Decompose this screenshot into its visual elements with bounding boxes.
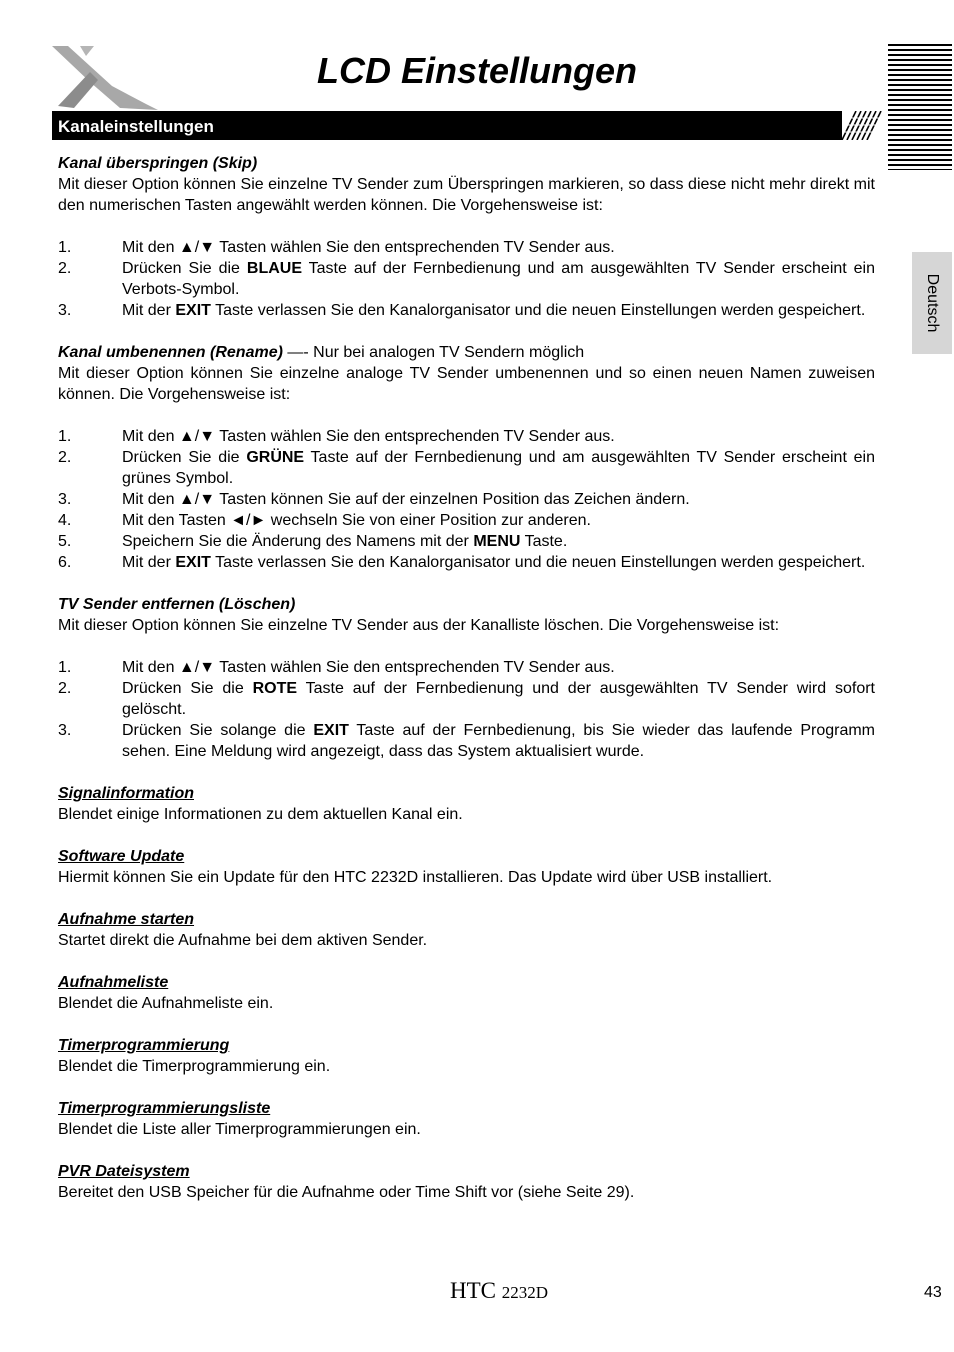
- step-item: [58, 447, 875, 489]
- item-text: Hiermit können Sie ein Update für den HTC 2232D installieren. Das Update wird über USB installiert.: [58, 869, 773, 886]
- step-text-post: Taste auf der Fernbedienung, bis Sie wieder das laufende Programm sehen. Eine Meldung wird angezeigt, dass das System aktualisiert wurde.: [122, 722, 875, 760]
- step-number: 1.: [58, 239, 72, 256]
- step-text-post: Taste verlassen Sie den Kanalorganisator und die neuen Einstellungen werden gespeichert.: [210, 554, 866, 571]
- delete-steps: [58, 657, 875, 762]
- step-number: 2.: [58, 449, 72, 466]
- step-text-pre: Drücken Sie die: [122, 260, 247, 277]
- footer-model: 2232D: [501, 1283, 549, 1302]
- page-number: 43: [924, 1284, 942, 1301]
- step-item: [58, 426, 875, 447]
- step-text-pre: Drücken Sie die: [122, 449, 247, 466]
- step-text: [122, 531, 875, 552]
- step-item: [58, 720, 875, 762]
- section-header-bar: [52, 111, 882, 140]
- step-number: 5.: [58, 533, 72, 550]
- step-key-name: EXIT: [175, 302, 211, 319]
- skip-intro: Mit dieser Option können Sie einzelne TV Sender zum Überspringen markieren, so dass diese nicht mehr direkt mit den numerischen Tasten angewählt werden können. Die Vorgehensweise ist:: [58, 176, 875, 214]
- step-text-post: Taste auf der Fernbedienung und am ausgewählten TV Sender erscheint ein Verbots-Symbol.: [122, 260, 876, 298]
- item-heading: Aufnahmeliste: [58, 974, 169, 991]
- step-item: [58, 678, 875, 720]
- rename-intro: Mit dieser Option können Sie einzelne analoge TV Sender umbenennen und so einen neuen Namen zuweisen können. Die Vorgehensweise ist:: [58, 365, 875, 403]
- step-text-pre: Mit den ▲/▼ Tasten wählen Sie den entsprechenden TV Sender aus.: [122, 428, 615, 445]
- step-text-pre: Mit der: [122, 554, 176, 571]
- step-text: [122, 552, 875, 573]
- step-number: 3.: [58, 302, 72, 319]
- step-text: [122, 510, 875, 531]
- item-heading: Software Update: [58, 848, 185, 865]
- step-number: 3.: [58, 722, 72, 739]
- step-text-pre: Drücken Sie solange die: [122, 722, 314, 739]
- step-key-name: BLAUE: [246, 260, 302, 277]
- step-text-pre: Mit den Tasten ◄/► wechseln Sie von einer Position zur anderen.: [122, 512, 591, 529]
- step-text-pre: Mit den ▲/▼ Tasten wählen Sie den entsprechenden TV Sender aus.: [122, 239, 615, 256]
- step-text: [122, 426, 875, 447]
- step-number: 6.: [58, 554, 72, 571]
- page-title: LCD Einstellungen: [316, 50, 637, 91]
- step-number: 4.: [58, 512, 72, 529]
- step-key-name: EXIT: [313, 722, 349, 739]
- step-item: [58, 510, 875, 531]
- step-text-pre: Mit der: [122, 302, 176, 319]
- item-text: Bereitet den USB Speicher für die Aufnahme oder Time Shift vor (siehe Seite 29).: [58, 1184, 635, 1201]
- step-text: [122, 678, 875, 720]
- menu-item-list: [58, 762, 875, 1203]
- language-tab: [912, 252, 952, 354]
- step-number: 3.: [58, 491, 72, 508]
- step-item: [58, 300, 875, 321]
- step-text: [122, 447, 875, 489]
- rename-heading: Kanal umbenennen (Rename): [58, 344, 283, 361]
- step-item: [58, 489, 875, 510]
- step-text-post: Taste.: [520, 533, 568, 550]
- item-text: Blendet einige Informationen zu dem aktuellen Kanal ein.: [58, 806, 463, 823]
- skip-heading: Kanal überspringen (Skip): [58, 155, 258, 172]
- item-text: Blendet die Liste aller Timerprogrammierungen ein.: [58, 1121, 421, 1138]
- step-item: [58, 657, 875, 678]
- item-heading: PVR Dateisystem: [58, 1163, 190, 1180]
- decorative-lines: [888, 44, 952, 170]
- step-number: 1.: [58, 659, 72, 676]
- step-key-name: MENU: [473, 533, 521, 550]
- step-item: [58, 258, 875, 300]
- step-number: 1.: [58, 428, 72, 445]
- step-text-pre: Mit den ▲/▼ Tasten können Sie auf der einzelnen Position das Zeichen ändern.: [122, 491, 690, 508]
- rename-heading-note: —- Nur bei analogen TV Sendern möglich: [282, 344, 585, 361]
- step-text-pre: Speichern Sie die Änderung des Namens mit der: [122, 533, 474, 550]
- skip-steps: [58, 237, 875, 321]
- rename-heading-line: [58, 342, 875, 363]
- step-text: [122, 489, 875, 510]
- step-item: [58, 552, 875, 573]
- step-item: [58, 531, 875, 552]
- item-heading: Aufnahme starten: [58, 911, 195, 928]
- step-text-post: Taste auf der Fernbedienung und der ausgewählten TV Sender wird sofort gelöscht.: [122, 680, 876, 718]
- step-number: 2.: [58, 260, 72, 277]
- step-text: [122, 720, 875, 762]
- item-heading: Signalinformation: [58, 785, 194, 802]
- step-text: [122, 657, 875, 678]
- item-text: Blendet die Timerprogrammierung ein.: [58, 1058, 331, 1075]
- language-tab-label: Deutsch: [924, 273, 941, 333]
- step-number: 2.: [58, 680, 72, 697]
- item-text: Startet direkt die Aufnahme bei dem aktiven Sender.: [58, 932, 428, 949]
- step-key-name: GRÜNE: [246, 449, 305, 466]
- footer-brand-name: HTC: [450, 1278, 496, 1303]
- step-text: [122, 237, 875, 258]
- footer-brand: [450, 1278, 548, 1304]
- item-text: Blendet die Aufnahmeliste ein.: [58, 995, 274, 1012]
- step-item: [58, 237, 875, 258]
- step-text: [122, 300, 875, 321]
- page-content: [58, 153, 875, 1203]
- step-key-name: EXIT: [175, 554, 211, 571]
- item-heading: Timerprogrammierung: [58, 1037, 230, 1054]
- item-heading: Timerprogrammierungsliste: [58, 1100, 271, 1117]
- section-title: Kanaleinstellungen: [58, 117, 214, 136]
- step-text-post: Taste verlassen Sie den Kanalorganisator und die neuen Einstellungen werden gespeichert.: [210, 302, 866, 319]
- step-key-name: ROTE: [252, 680, 298, 697]
- step-text-pre: Mit den ▲/▼ Tasten wählen Sie den entsprechenden TV Sender aus.: [122, 659, 615, 676]
- hatch-pattern-icon: [842, 111, 882, 140]
- step-text-post: Taste auf der Fernbedienung und am ausgewählten TV Sender erscheint ein grünes Symbol.: [122, 449, 876, 487]
- delete-intro: Mit dieser Option können Sie einzelne TV Sender aus der Kanalliste löschen. Die Vorgehensweise ist:: [58, 617, 780, 634]
- rename-steps: [58, 426, 875, 573]
- delete-heading: TV Sender entfernen (Löschen): [58, 596, 296, 613]
- step-text-pre: Drücken Sie die: [122, 680, 253, 697]
- step-text: [122, 258, 875, 300]
